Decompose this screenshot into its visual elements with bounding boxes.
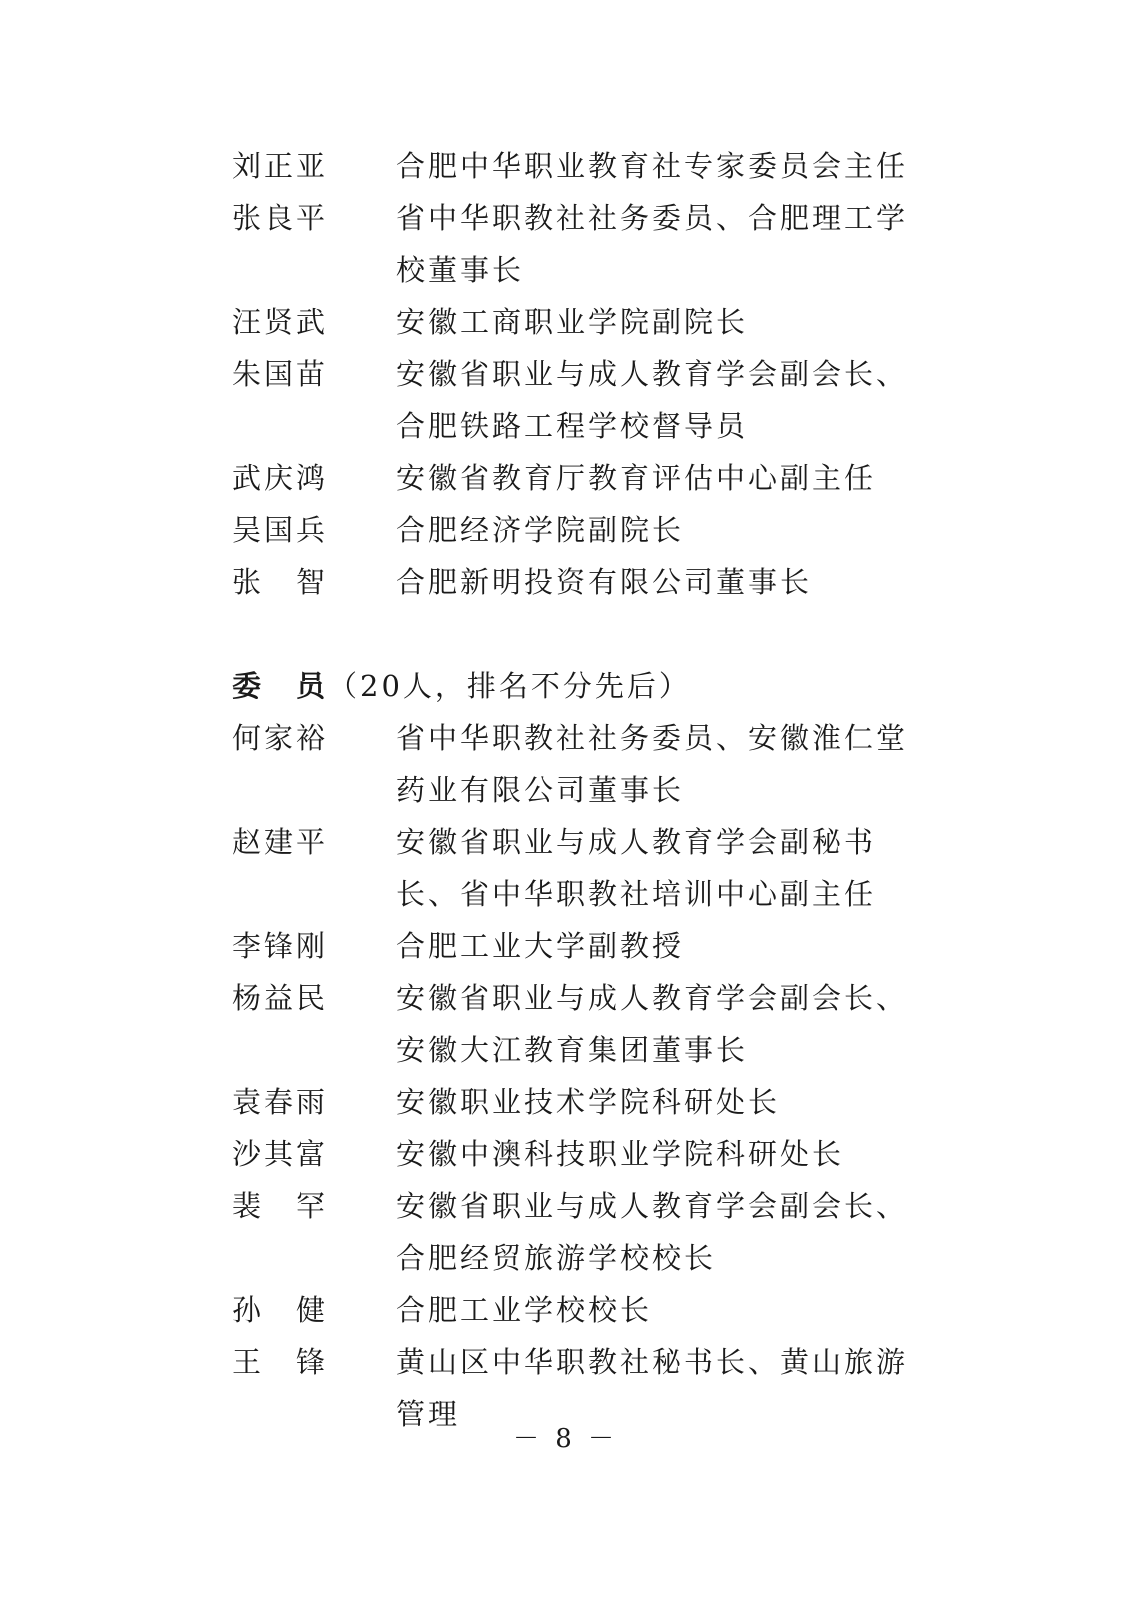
member-name: 张良平 xyxy=(232,201,329,235)
member-name: 汪贤武 xyxy=(232,305,329,339)
member-title: 安徽工商职业学院副院长 xyxy=(396,305,749,339)
list-item xyxy=(232,348,952,452)
list-item xyxy=(232,1284,952,1336)
member-name: 袁春雨 xyxy=(232,1085,329,1119)
section-heading xyxy=(232,660,952,712)
member-title: 安徽省教育厅教育评估中心副主任 xyxy=(396,461,877,495)
member-title: 安徽中澳科技职业学院科研处长 xyxy=(396,1137,845,1171)
member-title: 安徽省职业与成人教育学会副会长、合肥经贸旅游学校校长 xyxy=(396,1189,909,1275)
list-item xyxy=(232,816,952,920)
member-name: 孙 健 xyxy=(232,1293,329,1327)
member-title: 合肥新明投资有限公司董事长 xyxy=(396,565,813,599)
list-item xyxy=(232,712,952,816)
list-item xyxy=(232,140,952,192)
list-item xyxy=(232,192,952,296)
list-item xyxy=(232,452,952,504)
member-title: 合肥工业学校校长 xyxy=(396,1293,653,1327)
list-item xyxy=(232,1076,952,1128)
member-name: 张 智 xyxy=(232,565,329,599)
list-item xyxy=(232,1180,952,1284)
member-title: 合肥中华职业教育社专家委员会主任 xyxy=(396,149,909,183)
list-item xyxy=(232,296,952,348)
member-title: 安徽省职业与成人教育学会副会长、合肥铁路工程学校督导员 xyxy=(396,357,909,443)
member-name: 何家裕 xyxy=(232,721,329,755)
member-title: 安徽职业技术学院科研处长 xyxy=(396,1085,781,1119)
member-name: 杨益民 xyxy=(232,981,329,1015)
member-title: 安徽省职业与成人教育学会副秘书长、省中华职教社培训中心副主任 xyxy=(396,825,877,911)
page-number: － 8 － xyxy=(512,1424,619,1454)
member-name: 王 锋 xyxy=(232,1345,329,1379)
member-name: 李锋刚 xyxy=(232,929,329,963)
member-name: 武庆鸿 xyxy=(232,461,329,495)
member-name: 刘正亚 xyxy=(232,149,329,183)
section-title: 委 员 xyxy=(232,669,329,703)
member-title: 省中华职教社社务委员、安徽淮仁堂药业有限公司董事长 xyxy=(396,721,909,807)
member-title: 黄山区中华职教社秘书长、黄山旅游管理 xyxy=(396,1345,909,1431)
list-item xyxy=(232,920,952,972)
member-title: 安徽省职业与成人教育学会副会长、安徽大江教育集团董事长 xyxy=(396,981,909,1067)
member-title: 省中华职教社社务委员、合肥理工学校董事长 xyxy=(396,201,909,287)
member-name: 朱国苗 xyxy=(232,357,329,391)
list-item xyxy=(232,504,952,556)
member-list xyxy=(232,140,952,1440)
member-name: 裴 罕 xyxy=(232,1189,329,1223)
member-title: 合肥经济学院副院长 xyxy=(396,513,685,547)
list-item xyxy=(232,556,952,608)
section-spacer xyxy=(232,608,952,660)
section-note: （20人，排名不分先后） xyxy=(328,669,691,703)
list-item xyxy=(232,972,952,1076)
member-name: 沙其富 xyxy=(232,1137,329,1171)
member-name: 赵建平 xyxy=(232,825,329,859)
member-name: 吴国兵 xyxy=(232,513,329,547)
member-title: 合肥工业大学副教授 xyxy=(396,929,685,963)
list-item xyxy=(232,1128,952,1180)
